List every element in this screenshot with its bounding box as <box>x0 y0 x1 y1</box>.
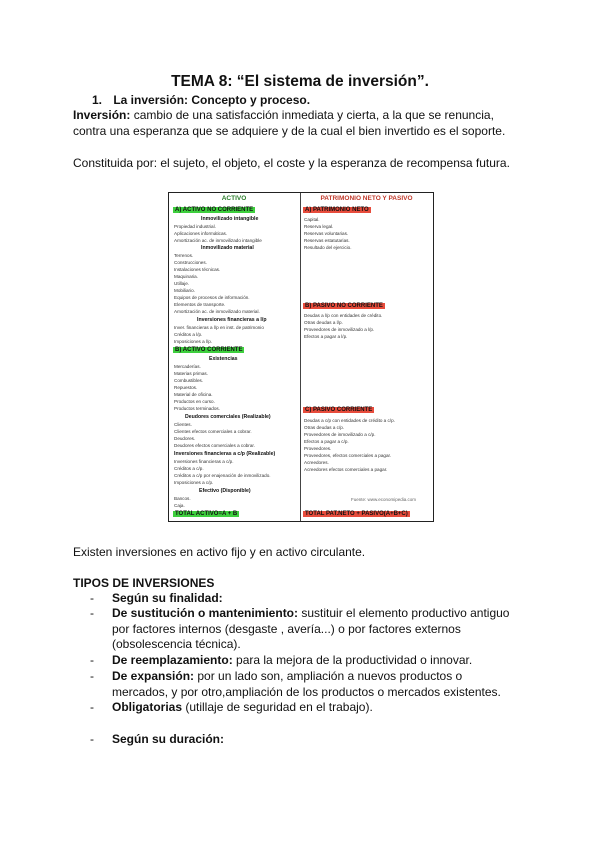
list-item: Repuestos. <box>174 385 198 390</box>
dash: - <box>90 669 94 683</box>
list-item: Clientes efectos comerciales a cobrar. <box>174 429 252 434</box>
activo-no-corriente-label: A) ACTIVO NO CORRIENTE <box>175 207 254 213</box>
list-item: Efectos a pagar a l/p. <box>304 334 348 339</box>
financieras-label: Inversiones financieras a l/p <box>197 317 267 323</box>
list-item: Deudas a l/p con entidades de crédito. <box>304 313 383 318</box>
section-title: La inversión: Concepto y proceso. <box>113 93 311 107</box>
list-item: Proveedores, efectos comerciales a pagar. <box>304 453 392 458</box>
list-item <box>90 653 530 669</box>
list-item <box>90 700 530 716</box>
list-item: Imposiciones a l/p. <box>174 339 213 344</box>
item-text: sustituir el elemento productivo antiguo <box>298 606 510 620</box>
item-text: (utillaje de seguridad en el trabajo). <box>182 700 373 714</box>
list-item: Créditos a c/p por enajenación de inmovilizado. <box>174 473 271 478</box>
watermark: Fuente: www.economipedia.com <box>351 497 417 502</box>
deudores-label: Deudores comerciales (Realizable) <box>185 414 271 420</box>
intangible-label: Inmovilizado intangible <box>201 216 259 222</box>
section-number: 1. <box>92 93 103 107</box>
list-item: Deudas a c/p con entidades de crédito a c/p. <box>304 418 395 423</box>
dash: - <box>90 732 94 746</box>
list-item: Propiedad industrial. <box>174 224 216 229</box>
list-item: Acreedores efectos comerciales a pagar. <box>304 467 388 472</box>
list-item: Reservas estatutarias. <box>304 238 350 243</box>
list-item: Elementos de transporte. <box>174 302 226 307</box>
list-item: Amortización ac. de inmovilizado material. <box>174 309 260 314</box>
item-term: De sustitución o mantenimiento: <box>112 606 299 620</box>
pasivo-corriente-label: C) PASIVO CORRIENTE <box>305 407 373 413</box>
list-item: Créditos a c/p. <box>174 466 204 471</box>
list-item: Maquinaria. <box>174 274 199 279</box>
list-item: Proveedores. <box>304 446 332 451</box>
total-activo: TOTAL ACTIVO=A + B <box>175 511 238 517</box>
list-item: Amortización ac. de inmovilizado intangible <box>174 238 262 243</box>
dash: - <box>90 653 94 667</box>
section-heading <box>92 93 310 107</box>
list-item: Productos en curso. <box>174 399 215 404</box>
list-item: Mercaderías. <box>174 364 201 369</box>
existen-paragraph: Existen inversiones en activo fijo y en activo circulante. <box>73 545 366 559</box>
balance-sheet-figure <box>168 192 434 522</box>
list-item: Material de oficina. <box>174 392 213 397</box>
list-item: Otras deudas a l/p. <box>304 320 343 325</box>
inversiones-cp-label: Inversiones financieras a c/p (Realizable) <box>174 451 276 457</box>
total-pasivo: TOTAL PAT.NETO + PASIVO(A+B+C) <box>305 511 408 517</box>
dash: - <box>90 606 94 620</box>
list-item: Bancos. <box>174 496 191 501</box>
existencias-label: Existencias <box>209 356 238 362</box>
list-item: Resultado del ejercicio. <box>304 245 352 250</box>
item-text: mercados, y por otro,ampliación de los productos o mercados existentes. <box>112 684 501 699</box>
list-item: Aplicaciones informáticas. <box>174 231 228 236</box>
list-item: Reserva legal. <box>304 224 334 229</box>
list-item <box>90 669 530 701</box>
list-item: Materias primas. <box>174 371 208 376</box>
list-item: Utillaje. <box>174 281 190 286</box>
list-item: Equipos de procesos de información. <box>174 295 250 300</box>
item-text: (obsolescencia técnica). <box>112 637 241 651</box>
list-item: Proveedores de inmovilizado a l/p. <box>304 327 375 332</box>
activo-header: ACTIVO <box>221 195 247 202</box>
tipos-heading: TIPOS DE INVERSIONES <box>73 576 215 590</box>
duracion-heading: Según su duración: <box>112 732 225 746</box>
page-title: TEMA 8: “El sistema de inversión”. <box>171 73 429 90</box>
item-term: De expansión: <box>112 669 195 683</box>
activo-corriente-label: B) ACTIVO CORRIENTE <box>175 347 243 353</box>
list-item: Reservas voluntarias. <box>304 231 349 236</box>
list-item: Clientes. <box>174 422 192 427</box>
pasivo-no-corriente-label: B) PASIVO NO CORRIENTE <box>305 303 383 309</box>
list-item: Deudores. <box>174 436 196 441</box>
activo-column <box>171 193 297 521</box>
list-item: Combustibles. <box>174 378 204 383</box>
list-item: Caja. <box>174 503 185 508</box>
list-item: Imposiciones a c/p. <box>174 480 214 485</box>
pasivo-column <box>300 193 432 521</box>
list-item: Capital. <box>304 217 320 222</box>
list-item: Inversiones financieras a c/p. <box>174 459 234 464</box>
list-item: Efectos a pagar a c/p. <box>304 439 349 444</box>
efectivo-label: Efectivo (Disponible) <box>199 488 251 494</box>
item-text: por un lado son, ampliación a nuevos productos o <box>194 669 463 683</box>
list-item: Terrenos. <box>174 253 194 258</box>
definition-paragraph <box>73 107 505 139</box>
list-item: Otras deudas a c/p. <box>304 425 345 430</box>
definition-text: cambio de una satisfacción inmediata y cierta, a la que se renuncia, <box>130 108 494 122</box>
dash: - <box>90 591 94 605</box>
constituida-paragraph: Constituida por: el sujeto, el objeto, el coste y la esperanza de recompensa futura. <box>73 156 510 170</box>
patrimonio-neto-label: A) PATRIMONIO NETO <box>305 207 369 213</box>
item-term: De reemplazamiento: <box>112 653 233 667</box>
finalidad-heading: Según su finalidad: <box>112 591 223 605</box>
list-item <box>90 606 530 654</box>
definition-text-2: contra una esperanza que se adquiere y de la cual el bien invertido es el soporte. <box>73 124 506 138</box>
pasivo-header: PATRIMONIO NETO Y PASIVO <box>320 195 413 202</box>
list-item: Instalaciones técnicas. <box>174 267 221 272</box>
material-label: Inmovilizado material <box>201 245 254 251</box>
list-item: Construcciones. <box>174 260 207 265</box>
list-item <box>90 732 530 748</box>
list-item: Mobiliario. <box>174 288 195 293</box>
item-term: Obligatorias <box>112 700 183 714</box>
list-item <box>90 591 530 607</box>
list-item: Proveedores de inmovilizado a c/p. <box>304 432 376 437</box>
list-item: Deudores efectos comerciales a cobrar. <box>174 443 255 448</box>
dash: - <box>90 700 94 714</box>
item-text: para la mejora de la productividad o innovar. <box>232 653 473 667</box>
list-item: Acreedores. <box>304 460 329 465</box>
definition-term: Inversión: <box>73 108 131 122</box>
list-item: Créditos a l/p. <box>174 332 203 337</box>
item-text: por factores internos (desgaste , avería...) o por factores externos <box>112 621 461 636</box>
list-item: Productos terminados. <box>174 406 220 411</box>
list-item: Inver. financieras a l/p en inst. de patrimonio <box>174 325 264 330</box>
